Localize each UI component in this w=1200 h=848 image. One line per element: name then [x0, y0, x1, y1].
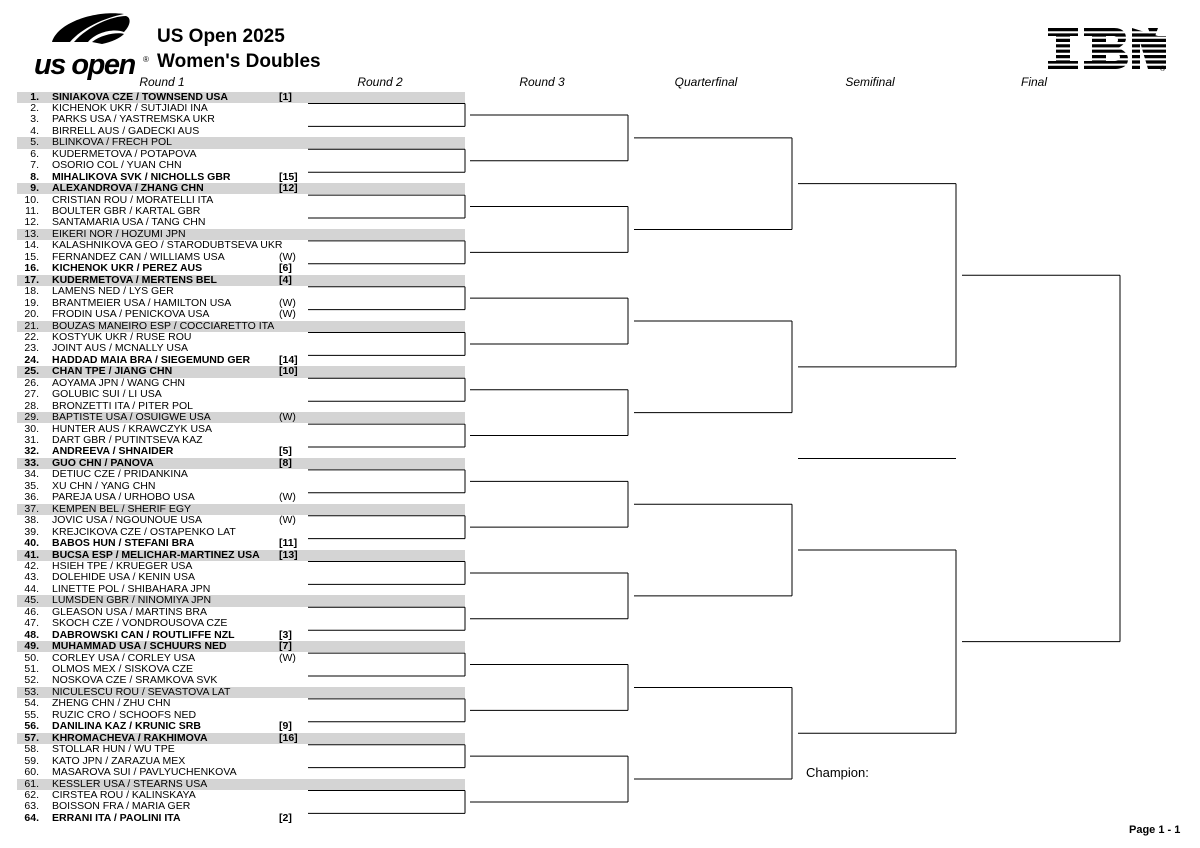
seed-label: (W) — [279, 514, 296, 527]
team-name: CHAN TPE / JIANG CHN — [52, 365, 173, 378]
entry-number: 38. — [24, 514, 39, 527]
seed-label: [12] — [279, 182, 298, 195]
entry-number: 30. — [24, 422, 39, 435]
entry-number: 19. — [24, 296, 39, 309]
seed-label: [3] — [279, 628, 292, 641]
entry-number: 44. — [24, 582, 39, 595]
seed-label: [15] — [279, 170, 298, 183]
team-name: KHROMACHEVA / RAKHIMOVA — [52, 731, 208, 744]
entry-number: 53. — [24, 685, 39, 698]
team-name: KICHENOK UKR / SUTJIADI INA — [52, 101, 208, 114]
team-name: GUO CHN / PANOVA — [52, 456, 154, 469]
entry-number: 7. — [30, 159, 39, 172]
round-label: Semifinal — [845, 75, 895, 89]
seed-label: (W) — [279, 250, 296, 263]
team-name: BOISSON FRA / MARIA GER — [52, 800, 191, 813]
team-name: CORLEY USA / CORLEY USA — [52, 651, 196, 664]
team-name: SKOCH CZE / VONDROUSOVA CZE — [52, 617, 228, 630]
team-name: XU CHN / YANG CHN — [52, 479, 156, 492]
team-name: HSIEH TPE / KRUEGER USA — [52, 559, 193, 572]
seed-label: (W) — [279, 296, 296, 309]
entry-number: 21. — [24, 319, 39, 332]
entry-number: 14. — [24, 239, 39, 252]
entry-number: 34. — [24, 468, 39, 481]
team-name: OLMOS MEX / SISKOVA CZE — [52, 663, 194, 675]
team-name: GLEASON USA / MARTINS BRA — [52, 605, 208, 618]
seed-label: (W) — [279, 491, 296, 504]
entry-number: 20. — [24, 308, 39, 321]
team-name: STOLLAR HUN / WU TPE — [52, 743, 175, 756]
entry-number: 5. — [30, 136, 39, 149]
seed-label: [10] — [279, 365, 298, 378]
team-name: OSORIO COL / YUAN CHN — [52, 159, 182, 172]
team-name: ANDREEVA / SHNAIDER — [52, 445, 174, 458]
entry-number: 24. — [24, 353, 39, 366]
team-name: AOYAMA JPN / WANG CHN — [52, 376, 186, 389]
seed-label: [6] — [279, 262, 292, 275]
entry-number: 25. — [24, 365, 39, 378]
entry-number: 33. — [24, 456, 39, 469]
entry-number: 10. — [24, 193, 39, 206]
entry-number: 52. — [24, 674, 39, 687]
entry-number: 17. — [24, 273, 39, 286]
entry-number: 8. — [30, 170, 39, 183]
team-name: BAPTISTE USA / OSUIGWE USA — [52, 411, 211, 424]
tournament-title: US Open 2025 — [157, 26, 285, 47]
team-name: MASAROVA SUI / PAVLYUCHENKOVA — [52, 766, 237, 779]
registered-mark: ® — [143, 55, 149, 64]
team-name: GOLUBIC SUI / LI USA — [52, 388, 162, 401]
entry-number: 61. — [24, 777, 39, 790]
seed-label: [13] — [279, 548, 298, 561]
entry-number: 41. — [24, 548, 39, 561]
entry-number: 9. — [30, 182, 39, 195]
entry-number: 58. — [24, 743, 39, 756]
seed-label: [5] — [279, 445, 292, 458]
team-name: NOSKOVA CZE / SRAMKOVA SVK — [52, 674, 218, 687]
entry-number: 35. — [24, 479, 39, 492]
seed-label: (W) — [279, 411, 296, 424]
team-name: LUMSDEN GBR / NINOMIYA JPN — [52, 594, 212, 607]
team-name: ALEXANDROVA / ZHANG CHN — [52, 182, 204, 195]
team-name: KUDERMETOVA / MERTENS BEL — [52, 273, 217, 286]
entry-number: 54. — [24, 697, 39, 710]
entry-number: 37. — [24, 502, 39, 515]
team-name: PARKS USA / YASTREMSKA UKR — [52, 113, 215, 126]
team-name: BIRRELL AUS / GADECKI AUS — [52, 124, 200, 137]
team-name: HUNTER AUS / KRAWCZYK USA — [52, 422, 213, 435]
round-label: Round 1 — [139, 75, 185, 89]
team-name: LINETTE POL / SHIBAHARA JPN — [52, 582, 211, 595]
team-name: DOLEHIDE USA / KENIN USA — [52, 571, 195, 584]
team-name: KEMPEN BEL / SHERIF EGY — [52, 502, 192, 515]
team-name: DABROWSKI CAN / ROUTLIFFE NZL — [52, 628, 235, 641]
entry-number: 2. — [30, 101, 39, 114]
team-name: PAREJA USA / URHOBO USA — [52, 491, 195, 504]
team-name: NICULESCU ROU / SEVASTOVA LAT — [52, 685, 231, 698]
entry-number: 16. — [24, 262, 39, 275]
entry-number: 27. — [24, 388, 39, 401]
entry-number: 47. — [24, 617, 39, 630]
entry-number: 63. — [24, 800, 39, 813]
entry-number: 51. — [24, 663, 39, 675]
team-name: KESSLER USA / STEARNS USA — [52, 777, 208, 790]
seed-label: [1] — [279, 90, 292, 103]
team-name: CIRSTEA ROU / KALINSKAYA — [52, 788, 196, 801]
seed-label: [9] — [279, 720, 292, 733]
entry-number: 64. — [24, 811, 39, 824]
round-label: Final — [1020, 75, 1047, 89]
round-label: Round 3 — [519, 75, 565, 89]
team-name: EIKERI NOR / HOZUMI JPN — [52, 227, 186, 240]
seed-label: [16] — [279, 731, 298, 744]
team-name: BUCSA ESP / MELICHAR-MARTINEZ USA — [52, 548, 260, 561]
entry-number: 4. — [30, 124, 39, 137]
team-name: KATO JPN / ZARAZUA MEX — [52, 754, 186, 767]
entry-number: 46. — [24, 605, 39, 618]
seed-label: [4] — [279, 273, 292, 286]
entry-number: 29. — [24, 411, 39, 424]
entry-number: 40. — [24, 537, 39, 550]
team-name: BLINKOVA / FRECH POL — [52, 136, 173, 149]
entry-number: 62. — [24, 788, 39, 801]
entry-number: 39. — [24, 525, 39, 538]
seed-label: (W) — [279, 651, 296, 664]
team-name: KALASHNIKOVA GEO / STARODUBTSEVA UKR — [52, 239, 283, 252]
entry-number: 55. — [24, 708, 39, 721]
entry-number: 31. — [24, 434, 39, 446]
entry-number: 49. — [24, 640, 39, 653]
entry-number: 59. — [24, 754, 39, 767]
page-number: Page 1 - 1 — [1129, 824, 1181, 836]
entry-number: 60. — [24, 766, 39, 779]
team-name: SANTAMARIA USA / TANG CHN — [52, 216, 206, 229]
entry-number: 22. — [24, 330, 39, 343]
team-name: BOULTER GBR / KARTAL GBR — [52, 205, 201, 217]
team-name: LAMENS NED / LYS GER — [52, 285, 174, 298]
team-name: DART GBR / PUTINTSEVA KAZ — [52, 434, 203, 446]
team-name: KREJCIKOVA CZE / OSTAPENKO LAT — [52, 525, 236, 538]
entry-number: 48. — [24, 628, 39, 641]
team-name: DETIUC CZE / PRIDANKINA — [52, 468, 188, 481]
ibm-registered-mark: ® — [1160, 66, 1166, 73]
entry-number: 18. — [24, 285, 39, 298]
seed-label: [8] — [279, 456, 292, 469]
seed-label: [11] — [279, 537, 298, 550]
team-name: HADDAD MAIA BRA / SIEGEMUND GER — [52, 353, 251, 366]
seed-label: [2] — [279, 811, 292, 824]
team-name: JOVIC USA / NGOUNOUE USA — [52, 514, 202, 527]
team-name: JOINT AUS / MCNALLY USA — [52, 342, 188, 355]
entry-number: 56. — [24, 720, 39, 733]
team-name: BABOS HUN / STEFANI BRA — [52, 537, 195, 550]
team-name: FERNANDEZ CAN / WILLIAMS USA — [52, 250, 225, 263]
team-name: MIHALIKOVA SVK / NICHOLLS GBR — [52, 170, 231, 183]
team-name: KICHENOK UKR / PEREZ AUS — [52, 262, 203, 275]
entry-number: 50. — [24, 651, 39, 664]
entry-number: 36. — [24, 491, 39, 504]
seed-label: [7] — [279, 640, 292, 653]
team-name: KOSTYUK UKR / RUSE ROU — [52, 330, 192, 343]
entry-number: 3. — [30, 113, 39, 126]
entry-number: 42. — [24, 559, 39, 572]
seed-label: [14] — [279, 353, 298, 366]
entry-number: 23. — [24, 342, 39, 355]
round-label: Quarterfinal — [674, 75, 738, 89]
team-name: BRONZETTI ITA / PITER POL — [52, 399, 193, 412]
entry-number: 6. — [30, 147, 39, 160]
team-name: DANILINA KAZ / KRUNIC SRB — [52, 720, 201, 733]
entry-number: 32. — [24, 445, 39, 458]
team-name: FRODIN USA / PENICKOVA USA — [52, 308, 210, 321]
team-name: BRANTMEIER USA / HAMILTON USA — [52, 296, 232, 309]
entry-number: 1. — [30, 90, 39, 103]
team-name: ZHENG CHN / ZHU CHN — [52, 697, 171, 710]
team-name: KUDERMETOVA / POTAPOVA — [52, 147, 197, 160]
us-open-wordmark: us open — [34, 49, 135, 81]
entry-number: 11. — [25, 205, 39, 217]
event-title: Women's Doubles — [157, 51, 321, 72]
entry-number: 45. — [24, 594, 39, 607]
entry-number: 26. — [24, 376, 39, 389]
team-name: BOUZAS MANEIRO ESP / COCCIARETTO ITA — [52, 319, 275, 332]
team-name: MUHAMMAD USA / SCHUURS NED — [52, 640, 227, 653]
entry-number: 43. — [24, 571, 39, 584]
entry-number: 12. — [24, 216, 39, 229]
entry-number: 28. — [24, 399, 39, 412]
team-name: SINIAKOVA CZE / TOWNSEND USA — [52, 90, 228, 103]
entry-number: 57. — [24, 731, 39, 744]
entry-number: 15. — [24, 250, 39, 263]
round-label: Round 2 — [357, 75, 403, 89]
team-name: ERRANI ITA / PAOLINI ITA — [52, 811, 181, 824]
entry-number: 13. — [24, 227, 39, 240]
team-name: RUZIC CRO / SCHOOFS NED — [52, 708, 197, 721]
champion-label: Champion: — [806, 765, 869, 780]
team-name: CRISTIAN ROU / MORATELLI ITA — [52, 193, 214, 206]
seed-label: (W) — [279, 308, 296, 321]
